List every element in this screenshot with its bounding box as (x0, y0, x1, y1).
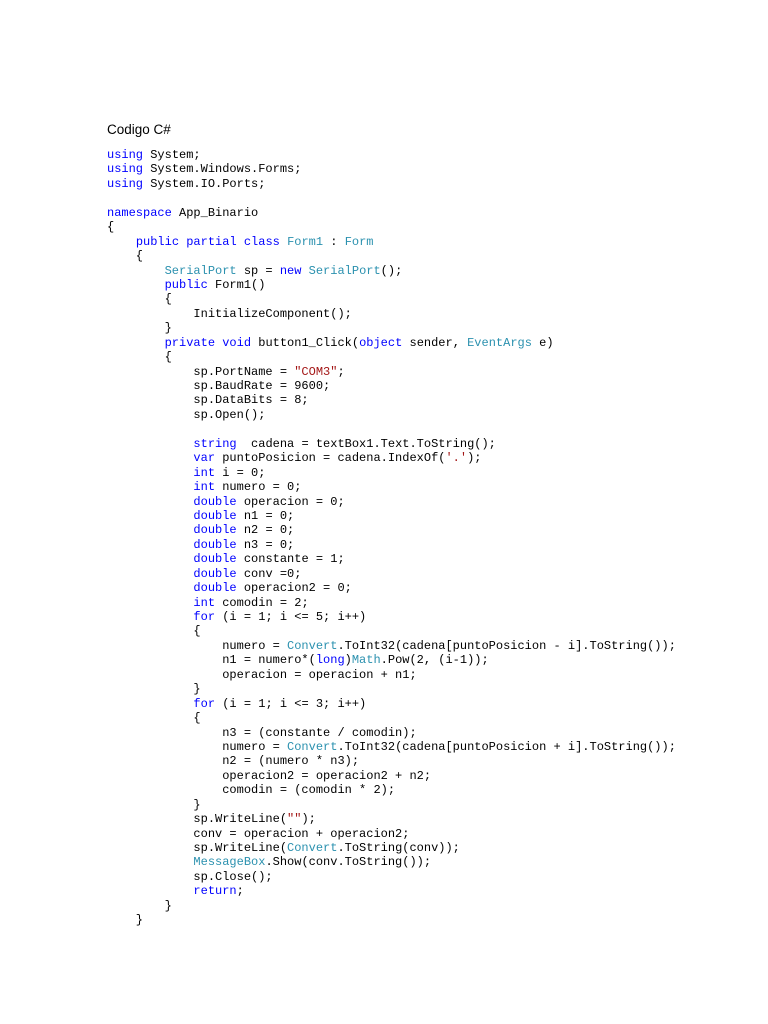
code-text (107, 437, 193, 451)
code-text: puntoPosicion = cadena.IndexOf( (215, 451, 446, 466)
code-text (107, 495, 193, 509)
code-text: sp.WriteLine( (107, 841, 288, 855)
code-keyword: int (193, 465, 216, 480)
code-keyword: int (193, 480, 216, 495)
code-keyword: var (193, 451, 216, 466)
code-text: sp.BaudRate = 9600; (107, 379, 331, 393)
code-line (107, 596, 676, 610)
code-line (107, 307, 676, 321)
code-type: Convert (287, 739, 338, 754)
code-line (107, 841, 676, 855)
code-text: .Pow(2, (i-1)); (380, 653, 489, 668)
code-text: operacion2 = 0; (236, 581, 352, 596)
code-line (107, 162, 676, 176)
code-text: i = 0; (215, 465, 266, 480)
code-text: n2 = 0; (236, 523, 295, 538)
code-text (237, 235, 244, 249)
code-line (107, 552, 676, 566)
code-text: n3 = (constante / comodin); (107, 725, 417, 740)
code-line (107, 350, 676, 364)
code-text: : (323, 234, 345, 249)
code-text: (i = 1; i <= 5; i++) (215, 610, 367, 624)
code-text: System; (143, 148, 201, 162)
code-line (107, 567, 676, 581)
code-line (107, 798, 676, 812)
code-text: n3 = 0; (236, 537, 295, 552)
code-text: { (107, 292, 172, 307)
code-text: constante = 1; (236, 552, 345, 567)
code-text: conv =0; (236, 566, 302, 581)
code-text (107, 336, 165, 350)
code-text: System.IO.Ports; (143, 176, 266, 191)
code-type: Convert (287, 841, 338, 855)
code-text: } (107, 913, 144, 928)
code-text (107, 596, 193, 610)
code-keyword: using (107, 176, 144, 191)
code-text: sp.Close(); (107, 869, 273, 884)
code-line (107, 754, 676, 768)
code-text: ); (467, 451, 482, 466)
code-keyword: for (193, 696, 216, 711)
code-keyword: void (222, 335, 252, 350)
code-text (107, 884, 193, 898)
code-string: '.' (445, 451, 468, 466)
code-text: } (107, 898, 172, 913)
code-line (107, 668, 676, 682)
code-text: sp.DataBits = 8; (107, 393, 309, 408)
code-line (107, 466, 676, 480)
code-keyword: double (193, 566, 237, 581)
code-line (107, 726, 676, 740)
code-keyword: return (193, 884, 237, 899)
code-line (107, 783, 676, 797)
code-line (107, 682, 676, 696)
code-line (107, 610, 676, 624)
code-text: conv = operacion + operacion2; (107, 826, 410, 841)
code-text: sender, (402, 335, 468, 350)
code-text (280, 235, 287, 249)
code-keyword: long (315, 653, 345, 668)
code-keyword: string (193, 436, 237, 451)
code-keyword: double (193, 523, 237, 538)
code-line (107, 235, 676, 249)
code-text (107, 610, 193, 624)
code-line (107, 292, 676, 306)
code-keyword: double (193, 508, 237, 523)
code-line (107, 393, 676, 407)
code-line (107, 177, 676, 191)
code-text: n2 = (numero * n3); (107, 754, 360, 769)
code-block (107, 148, 676, 928)
code-line (107, 148, 676, 162)
code-text (107, 855, 193, 869)
code-text: numero = (107, 739, 288, 754)
code-text: comodin = (comodin * 2); (107, 783, 396, 798)
code-line (107, 379, 676, 393)
code-text (107, 697, 193, 711)
code-text: operacion2 = operacion2 + n2; (107, 768, 432, 783)
code-line (107, 437, 676, 451)
code-type: Form1 (287, 234, 324, 249)
code-keyword: public (164, 277, 208, 292)
code-line (107, 336, 676, 350)
code-line (107, 495, 676, 509)
code-text (107, 581, 193, 595)
code-keyword: private (164, 335, 216, 350)
code-type: MessageBox (193, 855, 266, 870)
code-keyword: double (193, 581, 237, 596)
code-text: sp.Open(); (107, 407, 266, 422)
code-line (107, 697, 676, 711)
code-line (107, 899, 676, 913)
code-text: .ToString(conv)); (337, 841, 460, 855)
code-text: .ToInt32(cadena[puntoPosicion + i].ToString()); (337, 739, 676, 754)
code-text: .Show(conv.ToString()); (265, 855, 432, 870)
code-keyword: public (135, 234, 180, 249)
code-text: App_Binario (171, 205, 259, 220)
code-keyword: namespace (107, 205, 172, 220)
code-text: { (107, 624, 201, 639)
code-line (107, 365, 676, 379)
code-text (107, 538, 193, 552)
code-text: e) (531, 335, 554, 350)
code-line (107, 523, 676, 537)
code-type: Math (351, 653, 381, 668)
code-text (107, 480, 193, 494)
code-text: sp.WriteLine( (107, 812, 288, 827)
code-line (107, 769, 676, 783)
code-text: sp = (236, 263, 280, 278)
code-line (107, 624, 676, 638)
code-keyword: new (279, 263, 302, 278)
code-type: Convert (287, 638, 338, 653)
code-text (107, 264, 165, 278)
code-line (107, 884, 676, 898)
code-text: { (107, 249, 144, 264)
code-keyword: double (193, 552, 237, 567)
code-text: } (107, 321, 172, 336)
code-text: comodin = 2; (215, 595, 309, 610)
code-text: operacion = 0; (236, 494, 345, 509)
code-text: Form1() (207, 277, 266, 292)
code-line (107, 264, 676, 278)
code-text: (); (380, 263, 403, 278)
code-text (107, 567, 193, 581)
code-line (107, 191, 676, 205)
code-text: ) (344, 653, 352, 668)
code-text: ; (337, 364, 345, 379)
code-text (107, 466, 193, 480)
code-type: SerialPort (164, 263, 237, 278)
code-text: { (107, 711, 201, 726)
code-line (107, 321, 676, 335)
code-line (107, 740, 676, 754)
code-line (107, 581, 676, 595)
code-line (107, 855, 676, 869)
code-line (107, 422, 676, 436)
code-keyword: partial (186, 234, 237, 249)
code-line (107, 408, 676, 422)
code-text: cadena = textBox1.Text.ToString(); (236, 436, 496, 451)
code-line (107, 538, 676, 552)
code-text: operacion = operacion + n1; (107, 667, 417, 682)
code-line (107, 480, 676, 494)
code-text: .ToInt32(cadena[puntoPosicion - i].ToString()); (337, 638, 676, 653)
code-keyword: for (193, 610, 216, 624)
code-line (107, 639, 676, 653)
code-text: (i = 1; i <= 3; i++) (215, 696, 367, 711)
code-text: button1_Click( (251, 335, 360, 350)
code-string: "COM3" (294, 364, 338, 379)
code-text: n1 = numero*( (107, 653, 316, 668)
code-keyword: using (107, 162, 144, 177)
code-text (107, 451, 193, 465)
code-keyword: int (193, 595, 216, 610)
code-text (107, 278, 165, 292)
code-text: InitializeComponent(); (107, 306, 352, 321)
code-string: "" (287, 812, 302, 827)
code-text: ; (236, 884, 244, 899)
code-type: Form (344, 234, 374, 249)
code-line (107, 870, 676, 884)
code-keyword: object (359, 335, 403, 350)
document-heading: Codigo C# (107, 122, 171, 137)
code-text: System.Windows.Forms; (143, 162, 302, 177)
code-text: sp.PortName = (107, 364, 295, 379)
code-line (107, 653, 676, 667)
code-text: } (107, 682, 201, 697)
code-text (107, 235, 136, 249)
code-type: SerialPort (308, 263, 381, 278)
code-line (107, 812, 676, 826)
code-keyword: using (107, 148, 144, 162)
code-text (107, 523, 193, 537)
code-keyword: class (243, 234, 280, 249)
code-line (107, 711, 676, 725)
code-line (107, 220, 676, 234)
code-line (107, 509, 676, 523)
code-keyword: double (193, 494, 237, 509)
code-text (107, 509, 193, 523)
code-text: numero = 0; (215, 480, 302, 495)
code-text (301, 264, 308, 278)
code-line (107, 278, 676, 292)
code-line (107, 451, 676, 465)
code-text (107, 552, 193, 566)
code-text: numero = (107, 638, 288, 653)
code-keyword: double (193, 537, 237, 552)
code-text: } (107, 797, 201, 812)
code-line (107, 913, 676, 927)
code-line (107, 206, 676, 220)
code-text: { (107, 220, 115, 235)
code-line (107, 249, 676, 263)
code-line (107, 827, 676, 841)
code-text: n1 = 0; (236, 508, 295, 523)
code-type: EventArgs (467, 335, 532, 350)
code-text: { (107, 350, 172, 365)
code-text: ); (301, 812, 316, 827)
